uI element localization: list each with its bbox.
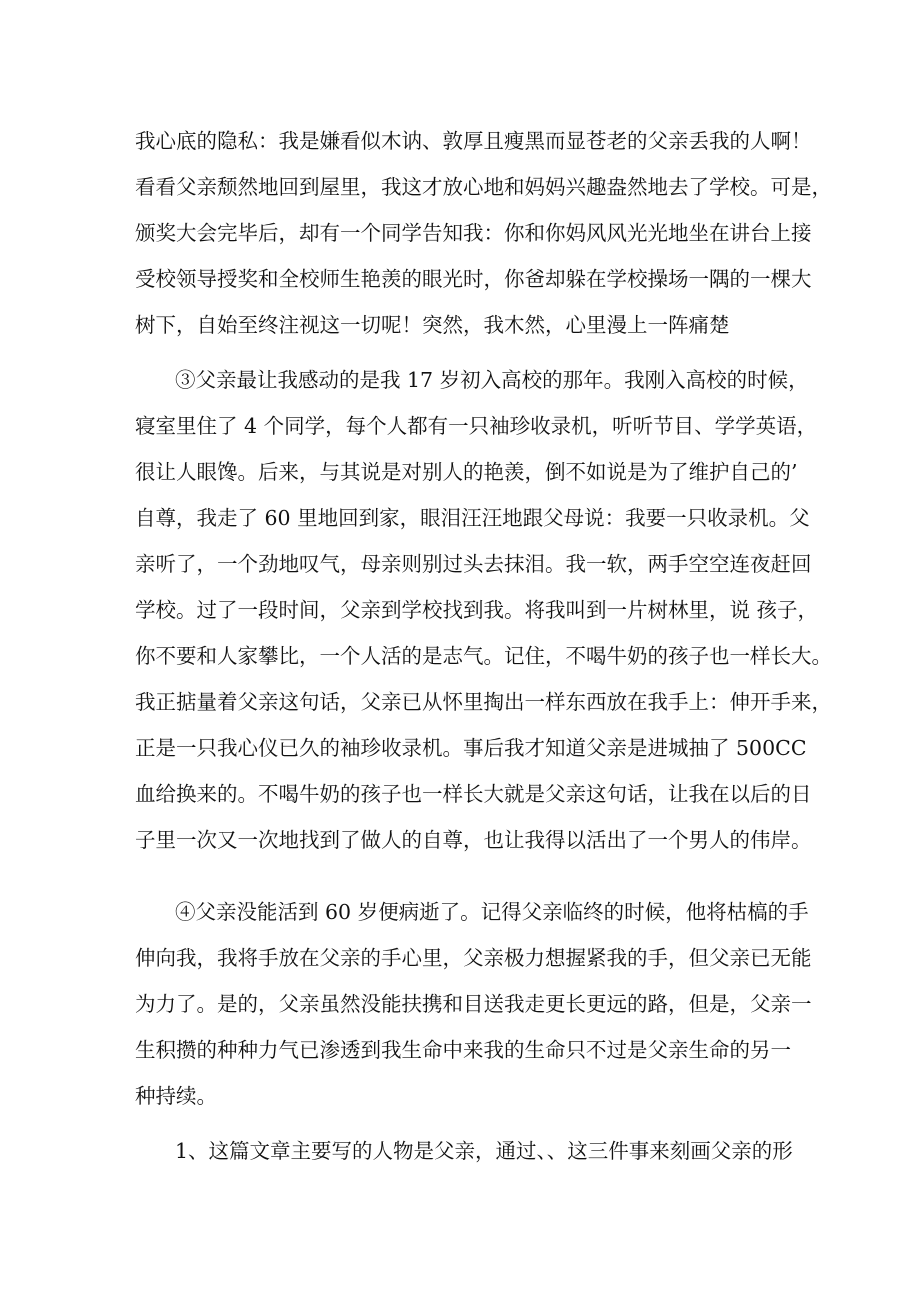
text-line: 学校。过了一段时间，父亲到学校找到我。将我叫到一片树林里，说 孩子， (135, 598, 819, 622)
text-line: 血给换来的。不喝牛奶的孩子也一样长大就是父亲这句话，让我在以后的日 (135, 782, 812, 806)
text-line: 树下，自始至终注视这一切呢！突然，我木然，心里漫上一阵痛楚 (135, 313, 730, 337)
text-line: ④父亲没能活到 60 岁便病逝了。记得父亲临终的时候，他将枯槁的手 (175, 900, 809, 924)
text-line: 受校领导授奖和全校师生艳羡的眼光时，你爸却躲在学校操场一隅的一棵大 (135, 267, 812, 291)
text-line: 为力了。是的，父亲虽然没能扶携和目送我走更长更远的路，但是，父亲一 (135, 992, 812, 1016)
text-line: 你不要和人家攀比，一个人活的是志气。记住，不喝牛奶的孩子也一样长大。 (135, 644, 832, 668)
text-line: 很让人眼馋。后来，与其说是对别人的艳羡，倒不如说是为了维护自己的’ (135, 460, 798, 484)
question-line: 1、这篇文章主要写的人物是父亲，通过、、这三件事来刻画父亲的形 (175, 1139, 793, 1163)
text-line: 寝室里住了 4 个同学，每个人都有一只袖珍收录机，听听节目、学学英语， (135, 414, 818, 438)
text-line: 伸向我，我将手放在父亲的手心里，父亲极力想握紧我的手，但父亲已无能 (135, 946, 812, 970)
text-line: ③父亲最让我感动的是我 17 岁初入高校的那年。我刚入高校的时候， (175, 368, 809, 392)
text-line: 我心底的隐私：我是嫌看似木讷、敦厚且瘦黑而显苍老的父亲丢我的人啊！ (135, 129, 812, 153)
paragraph-3 (135, 357, 832, 863)
text-line: 自尊，我走了 60 里地回到家，眼泪汪汪地跟父母说：我要一只收录机。父 (135, 506, 810, 530)
text-line: 生积攒的种种力气已渗透到我生命中来我的生命只不过是父亲生命的另一 (135, 1038, 791, 1062)
text-line: 种持续。 (135, 1084, 217, 1108)
text-line: 亲听了，一个劲地叹气，母亲则别过头去抹泪。我一软，两手空空连夜赶回 (135, 552, 812, 576)
question-1 (135, 1128, 793, 1174)
text-line: 正是一只我心仪已久的袖珍收录机。事后我才知道父亲是进城抽了 500CC (135, 736, 807, 760)
text-line: 颁奖大会完毕后，却有一个同学告知我：你和你妈风风光光地坐在讲台上接 (135, 221, 812, 245)
text-line: 看看父亲颓然地回到屋里，我这才放心地和妈妈兴趣盎然地去了学校。可是， (135, 175, 832, 199)
text-line: 子里一次又一次地找到了做人的自尊，也让我得以活出了一个男人的伟岸。 (135, 828, 812, 852)
paragraph-4 (135, 889, 812, 1119)
text-line: 我正掂量着父亲这句话，父亲已从怀里掏出一样东西放在我手上：伸开手来， (135, 690, 832, 714)
paragraph-continuation (135, 118, 832, 348)
